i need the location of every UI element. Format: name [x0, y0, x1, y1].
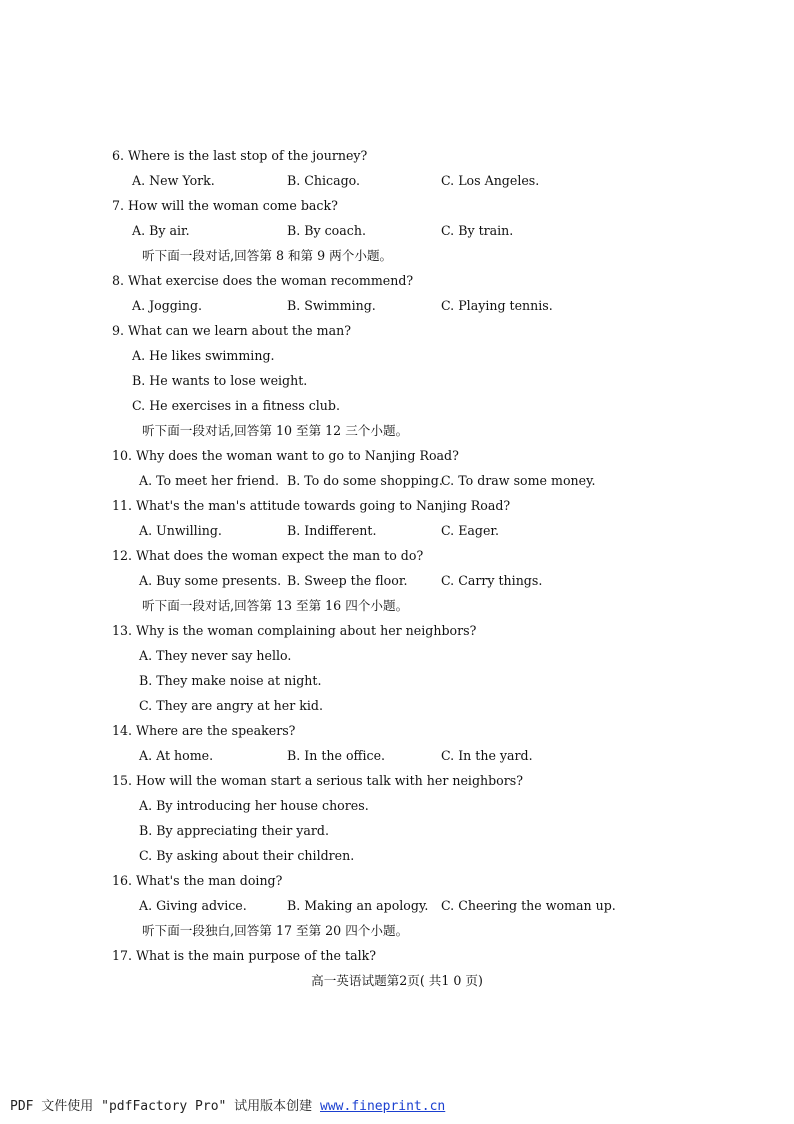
option-a: A. Buy some presents. [139, 573, 282, 588]
option-a: A. New York. [132, 173, 215, 188]
option-c: C. Playing tennis. [441, 298, 553, 313]
option-b: B. Sweep the floor. [287, 573, 408, 588]
option-b: B. He wants to lose weight. [132, 373, 308, 388]
question-15: 15. How will the woman start a serious talk with her neighbors? [112, 773, 523, 788]
option-b: B. Indifferent. [287, 523, 377, 538]
option-a: A. At home. [139, 748, 214, 763]
question-7: 7. How will the woman come back? [112, 198, 338, 213]
option-c: C. He exercises in a fitness club. [132, 398, 340, 413]
option-a: A. Jogging. [132, 298, 203, 313]
section-instruction: 听下面一段独白,回答第 17 至第 20 四个小题。 [142, 923, 409, 938]
option-c: C. Los Angeles. [441, 173, 540, 188]
option-b: B. In the office. [287, 748, 386, 763]
question-13: 13. Why is the woman complaining about her neighbors? [112, 623, 477, 638]
option-c: C. Cheering the woman up. [441, 898, 616, 913]
option-a: A. Unwilling. [139, 523, 222, 538]
pdf-watermark [10, 1095, 445, 1114]
option-b: B. Swimming. [287, 298, 376, 313]
question-16: 16. What's the man doing? [112, 873, 283, 888]
option-b: B. By appreciating their yard. [139, 823, 329, 838]
question-10: 10. Why does the woman want to go to Nanjing Road? [112, 448, 459, 463]
section-instruction: 听下面一段对话,回答第 13 至第 16 四个小题。 [142, 598, 409, 613]
option-c: C. They are angry at her kid. [139, 698, 323, 713]
option-a: A. By air. [132, 223, 190, 238]
option-a: A. By introducing her house chores. [139, 798, 369, 813]
option-b: B. They make noise at night. [139, 673, 322, 688]
option-c: C. Carry things. [441, 573, 543, 588]
watermark-link[interactable]: www.fineprint.cn [320, 1099, 446, 1114]
option-b: B. To do some shopping. [287, 473, 443, 488]
option-c: C. Eager. [441, 523, 500, 538]
option-b: B. By coach. [287, 223, 366, 238]
question-9: 9. What can we learn about the man? [112, 323, 351, 338]
question-14: 14. Where are the speakers? [112, 723, 296, 738]
question-8: 8. What exercise does the woman recommend? [112, 273, 414, 288]
option-a: A. He likes swimming. [132, 348, 275, 363]
section-instruction: 听下面一段对话,回答第 8 和第 9 两个小题。 [142, 248, 393, 263]
question-6: 6. Where is the last stop of the journey? [112, 148, 368, 163]
option-c: C. By train. [441, 223, 514, 238]
option-b: B. Making an apology. [287, 898, 429, 913]
section-instruction: 听下面一段对话,回答第 10 至第 12 三个小题。 [142, 423, 409, 438]
page-footer: 高一英语试题第2页( 共1 0 页) [311, 973, 483, 988]
watermark-text: PDF 文件使用 "pdfFactory Pro" 试用版本创建 [10, 1099, 321, 1114]
option-a: A. Giving advice. [139, 898, 247, 913]
option-a: A. They never say hello. [139, 648, 292, 663]
option-c: C. In the yard. [441, 748, 533, 763]
option-c: C. By asking about their children. [139, 848, 355, 863]
option-b: B. Chicago. [287, 173, 361, 188]
question-11: 11. What's the man's attitude towards going to Nanjing Road? [112, 498, 511, 513]
option-a: A. To meet her friend. [139, 473, 279, 488]
option-c: C. To draw some money. [441, 473, 596, 488]
question-12: 12. What does the woman expect the man to do? [112, 548, 424, 563]
question-17: 17. What is the main purpose of the talk? [112, 948, 376, 963]
